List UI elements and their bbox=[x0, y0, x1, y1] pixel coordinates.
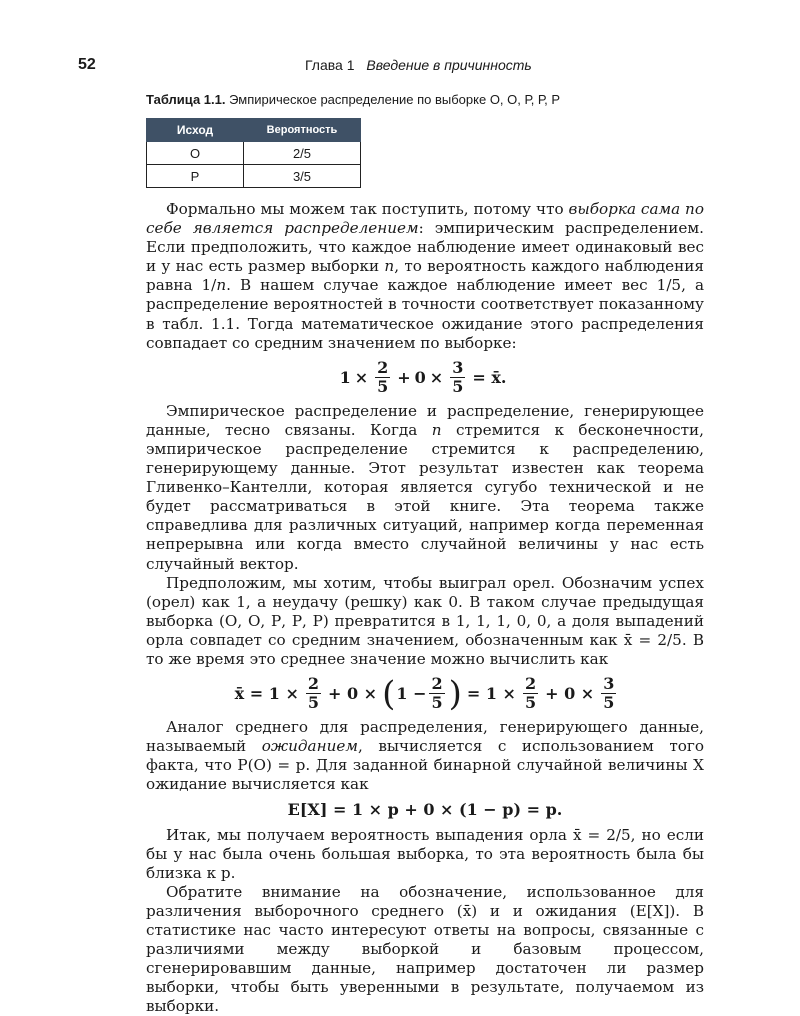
paragraph-5: Итак, мы получаем вероятность выпадения орла x̄ = 2/5, но если бы у нас была очень большая выборка, то эта вероятность была бы близка к p. bbox=[146, 825, 704, 882]
page-header bbox=[0, 56, 800, 76]
paragraph-1: Формально мы можем так поступить, потому что выборка сама по себе является распределением: эмпирическим распределением. Если предположить, что каждое наблюдение имеет одинаковый вес и у нас есть размер выборки n, то вероятность каждого наблюдения равна 1/n. В нашем случае каждое наблюдение имеет вес 1/5, а распределение вероятностей в точности соответствует показанному в табл. 1.1. Тогда математическое ожидание этого распределения совпадает со средним значением по выборке: bbox=[146, 200, 704, 352]
equation-2: x̄ = 1 × $\frac{2}{5}$ + 0 × ( 1 − $\frac{2}{5}$ ) = 1 × $\frac{2}{5}$ + 0 × $\frac{3}{5}$ bbox=[234, 673, 615, 714]
chapter-label: Глава 1 bbox=[305, 57, 355, 73]
table-caption-label: Таблица 1.1. bbox=[146, 92, 226, 107]
table-row bbox=[147, 165, 361, 188]
cell-outcome: О bbox=[147, 142, 244, 165]
distribution-table bbox=[146, 118, 361, 188]
equation-1: 1 × $\frac{2}{5}$ + 0 × $\frac{3}{5}$ = x̄. bbox=[339, 357, 507, 396]
cell-probability: 3/5 bbox=[244, 165, 361, 188]
table-row bbox=[147, 142, 361, 165]
running-head bbox=[305, 57, 532, 73]
table-caption-text: Эмпирическое распределение по выборке О, О, Р, Р, Р bbox=[229, 92, 561, 107]
chapter-title: Введение в причинность bbox=[366, 57, 532, 73]
column-header-probability: Вероятность bbox=[244, 119, 361, 142]
table-caption bbox=[146, 92, 560, 107]
body-text bbox=[146, 200, 704, 1016]
cell-outcome: Р bbox=[147, 165, 244, 188]
paragraph-4: Аналог среднего для распределения, генерирующего данные, называемый ожиданием, вычисляется с использованием того факта, что P(O) = p. Для заданной бинарной случайной величины X ожидание вычисляется как bbox=[146, 718, 704, 794]
cell-probability: 2/5 bbox=[244, 142, 361, 165]
paragraph-3: Предположим, мы хотим, чтобы выиграл орел. Обозначим успех (орел) как 1, а неудачу (решку) как 0. В таком случае предыдущая выборка (О, О, Р, Р, Р) превратится в 1, 1, 1, 0, 0, а доля выпадений орла совпадет со средним значением, обозначенным как x̄ = 2/5. В то же время это среднее значение можно вычислить как bbox=[146, 573, 704, 668]
page-number: 52 bbox=[78, 56, 96, 73]
paragraph-2: Эмпирическое распределение и распределение, генерирующее данные, тесно связаны. Когда n стремится к бесконечности, эмпирическое распределение стремится к распределению, генерирующему данные. Этот результат известен как теорема Гливенко–Кантелли, которая является сугубо технической и не будет рассматриваться в этой книге. Эта теорема также справедлива для различных ситуаций, например когда переменная непрерывна или когда вместо случайной величины у нас есть случайный вектор. bbox=[146, 401, 704, 573]
equation-3: E[X] = 1 × p + 0 × (1 − p) = p. bbox=[287, 800, 563, 820]
paragraph-6: Обратите внимание на обозначение, использованное для различения выборочного среднего (x̄) и и ожидания (E[X]). В статистике нас часто интересуют ответы на вопросы, связанные с различиями между выборкой и базовым процессом, сгенерировавшим данные, например достаточен ли размер выборки, чтобы быть уверенными в результате, получаемом из выборки. bbox=[146, 882, 704, 1016]
column-header-outcome: Исход bbox=[147, 119, 244, 142]
